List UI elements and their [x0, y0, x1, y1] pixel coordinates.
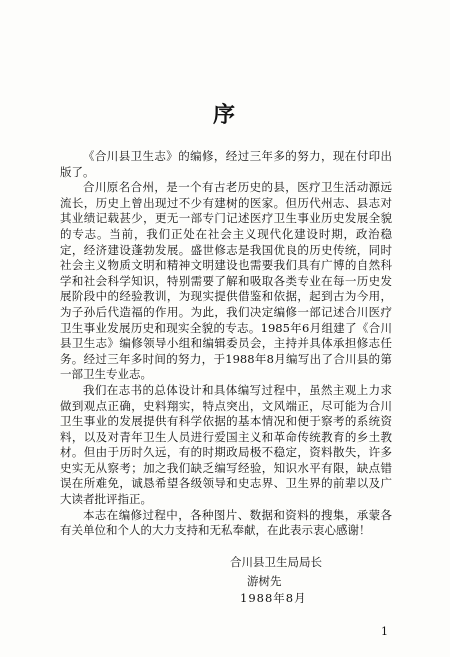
page-title: 序 [212, 102, 237, 128]
page-number: 1 [381, 625, 388, 638]
paragraph: 《合川县卫生志》的编修，经过三年多的努力，现在付印出版了。 [60, 149, 392, 179]
preface-body [60, 149, 392, 539]
signature-organization: 合川县卫生局局长 [230, 555, 322, 569]
paragraph: 本志在编修过程中，各种图片、数据和资料的搜集，承蒙各有关单位和个人的大力支持和无私奉献，在此表示衷心感谢！ [60, 507, 392, 538]
paragraph: 我们在志书的总体设计和具体编写过程中，虽然主观上力求做到观点正确，史料翔实，特点突出，文风端正，尽可能为合川卫生事业的发展提供有科学依据的基本情况和便于察考的系统资料，以及对青年卫生人员进行爱国主义和革命传统教育的乡土教材。但由于历时久远，有的时期政局极不稳定，资料散失，许多史实无从察考；加之我们缺乏编写经验，知识水平有限，缺点错误在所难免，诚恳希望各级领导和史志界、卫生界的前辈以及广大读者批评指正。 [60, 382, 392, 507]
signature-date: 1988年8月 [240, 591, 307, 605]
paragraph: 合川原名合州，是一个有古老历史的县，医疗卫生活动源远流长，历史上曾出现过不少有建树的医家。但历代州志、县志对其业绩记载甚少，更无一部专门记述医疗卫生事业历史发展全貌的专志。当前，我们正处在社会主义现代化建设时期，政治稳定，经济建设蓬勃发展。盛世修志是我国优良的历史传统，同时社会主义物质文明和精神文明建设也需要我们具有广博的自然科学和社会科学知识，特别需要了解和吸取各类专业在每一历史发展阶段中的经验教训，为现实提供借鉴和依据，起到古为今用，为子孙后代造福的作用。为此，我们决定编修一部记述合川医疗卫生事业发展历史和现实全貌的专志。1985年6月组建了《合川县卫生志》编修领导小组和编辑委员会，主持并具体承担修志任务。经过三年多时间的努力，于1988年8月编写出了合川县的第一部卫生专业志。 [60, 180, 392, 382]
signature-name: 游树先 [247, 574, 282, 588]
